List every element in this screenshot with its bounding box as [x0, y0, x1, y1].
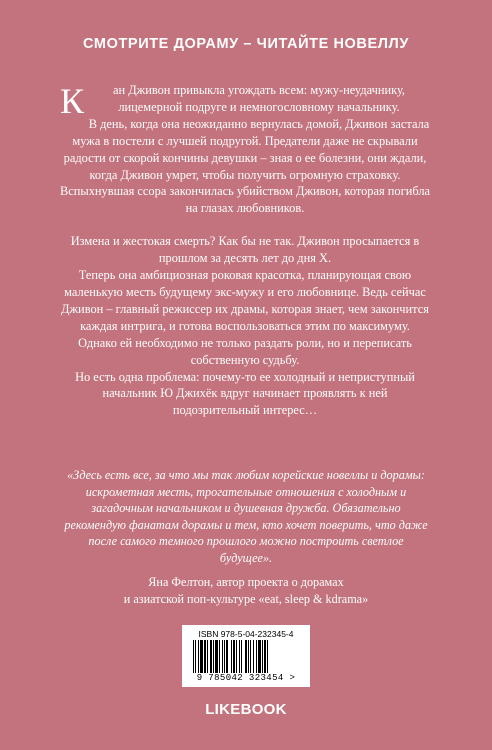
blurb-paragraph-5: Но есть одна проблема: почему-то ее холодный и неприступный начальник Ю Джихёк вдруг начинает проявлять к ней подозрительный интерес… [75, 369, 415, 418]
publisher-logo: LIKEBOOK [205, 701, 287, 718]
review-quote [64, 467, 428, 567]
blurb-paragraph-3: Измена и жестокая смерть? Как бы не так. Дживон просыпается в прошлом за десять лет до дня Х. [70, 234, 420, 266]
drop-cap: К [60, 81, 85, 121]
page-title: СМОТРИТЕ ДОРАМУ – ЧИТАЙТЕ НОВЕЛЛУ [83, 36, 409, 52]
quote-text: «Здесь есть все, за что мы так любим корейские новеллы и дорамы: искрометная месть, трогательные отношения с холодным и загадочным начальником и душевная дружба. Обязательно рекомендую фанатам дорамы и тем, кто хочет поверить, что даже после самого темного прошлого можно построить светлое будущее». [64, 468, 428, 565]
barcode [182, 625, 310, 687]
barcode-bars [193, 640, 299, 673]
book-blurb [60, 82, 430, 419]
blurb-paragraph-4: Теперь она амбициозная роковая красотка, планирующая свою маленькую месть будущему экс-мужу и его любовнице. Ведь сейчас Дживон – главный режиссер их драмы, которая знает, чем закончится каждая интрига, и готова воспользоваться этим по максимуму. Однако ей необходимо не только раздать роли, но и переписать собственную судьбу. [61, 268, 429, 367]
blurb-paragraph-1 [60, 81, 430, 121]
blurb-text-1: ан Дживон привыкла угождать всем: мужу-неудачнику, лицемерной подруге и немногословному начальнику. [112, 83, 406, 114]
barcode-digits: 9 785042 323454 > [196, 673, 296, 683]
author-line-1: Яна Фелтон, автор проекта о дорамах [148, 575, 344, 589]
author-line-2: и азиатской поп-культуре «eat, sleep & kdrama» [123, 591, 369, 606]
blurb-paragraph-2: В день, когда она неожиданно вернулась домой, Дживон застала мужа в постели с лучшей подругой. Предатели даже не скрывали радости от скорой кончины девушки – зная о ее болезни, они ждали, когда Дживон умрет, чтобы получить огромную страховку. Вспыхнувшая ссора закончилась убийством Дживон, которая погибла на глазах любовников. [60, 116, 431, 216]
quote-author [64, 574, 428, 607]
isbn-label: ISBN 978-5-04-232345-4 [198, 629, 294, 639]
